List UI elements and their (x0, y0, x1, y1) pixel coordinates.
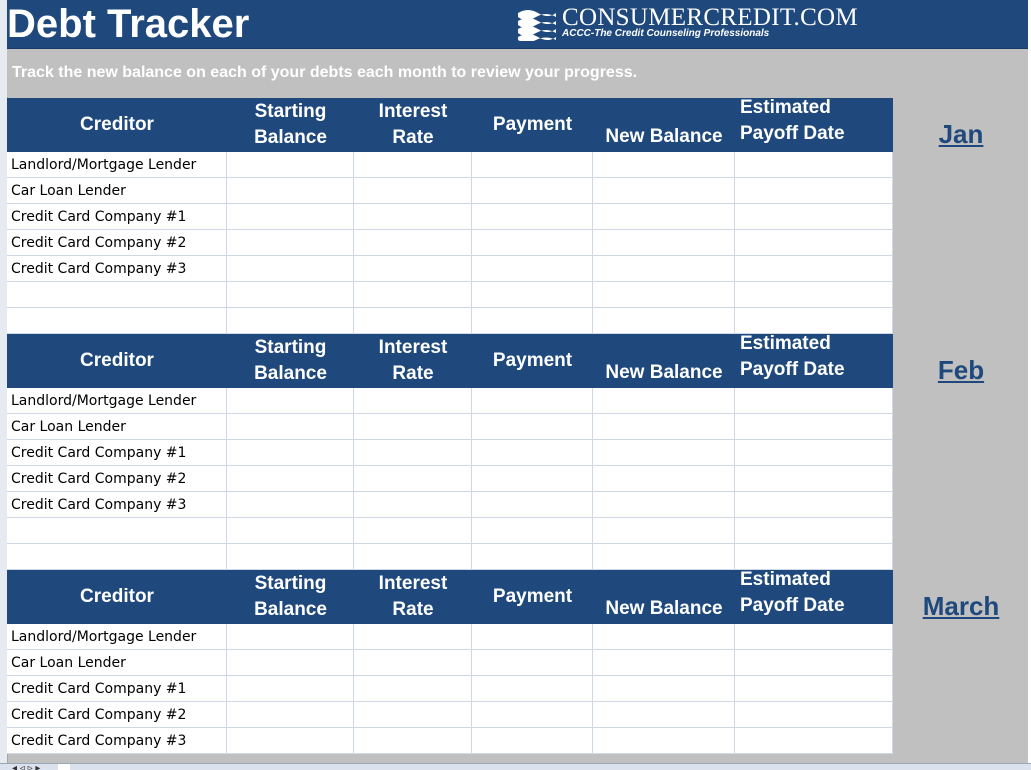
header-text: Creditor (80, 350, 154, 371)
column-header-starting[interactable] (227, 98, 354, 152)
header-line: Balance (254, 363, 327, 384)
header-line: Interest (378, 573, 448, 594)
table-header (7, 334, 893, 388)
header-line: Payoff Date (740, 359, 845, 380)
value-cell-payment[interactable] (472, 414, 593, 439)
month-link-jan[interactable]: Jan (938, 119, 984, 149)
value-cell-interest[interactable] (354, 308, 472, 333)
tab-sheet1[interactable] (58, 764, 70, 770)
header-line: Payoff Date (740, 595, 845, 616)
creditor-cell[interactable]: Credit Card Company #3 (7, 728, 227, 753)
header-line: Rate (392, 363, 434, 384)
value-cell-new-balance[interactable] (593, 702, 735, 727)
value-cell-starting[interactable] (227, 466, 354, 491)
column-header-interest[interactable] (354, 334, 472, 388)
value-cell-payment[interactable] (472, 728, 593, 753)
value-cell-starting[interactable] (227, 702, 354, 727)
value-cell-new-balance[interactable] (593, 440, 735, 465)
table-body (7, 152, 893, 334)
creditor-cell[interactable]: Credit Card Company #3 (7, 256, 227, 281)
value-cell-interest[interactable] (354, 152, 472, 177)
value-cell-new-balance[interactable] (593, 492, 735, 517)
header-line: Payoff Date (740, 123, 845, 144)
creditor-cell[interactable]: Credit Card Company #2 (7, 702, 227, 727)
table-row (7, 728, 893, 754)
value-cell-starting[interactable] (227, 676, 354, 701)
table-row (7, 414, 893, 440)
header-line: Starting (254, 101, 327, 122)
value-cell-new-balance[interactable] (593, 544, 735, 569)
value-cell-payoff[interactable] (735, 702, 893, 727)
value-cell-payoff[interactable] (735, 204, 893, 229)
value-cell-interest[interactable] (354, 518, 472, 543)
value-cell-interest[interactable] (354, 650, 472, 675)
value-cell-new-balance[interactable] (593, 230, 735, 255)
value-cell-starting[interactable] (227, 256, 354, 281)
creditor-cell[interactable]: Credit Card Company #2 (7, 230, 227, 255)
value-cell-payoff[interactable] (735, 388, 893, 413)
value-cell-payment[interactable] (472, 492, 593, 517)
creditor-cell[interactable]: Credit Card Company #1 (7, 676, 227, 701)
value-cell-payment[interactable] (472, 466, 593, 491)
value-cell-payment[interactable] (472, 440, 593, 465)
header-line: Rate (392, 127, 434, 148)
value-cell-interest[interactable] (354, 624, 472, 649)
value-cell-payment[interactable] (472, 518, 593, 543)
value-cell-payment[interactable] (472, 308, 593, 333)
table-row (7, 676, 893, 702)
value-cell-payment[interactable] (472, 282, 593, 307)
value-cell-payoff[interactable] (735, 414, 893, 439)
value-cell-interest[interactable] (354, 676, 472, 701)
value-cell-interest[interactable] (354, 204, 472, 229)
column-header-starting[interactable] (227, 570, 354, 624)
value-cell-new-balance[interactable] (593, 204, 735, 229)
value-cell-payment[interactable] (472, 650, 593, 675)
column-header-creditor[interactable] (7, 334, 227, 388)
table-body (7, 624, 893, 754)
value-cell-interest[interactable] (354, 466, 472, 491)
header-line: Interest (378, 337, 448, 358)
table-row (7, 702, 893, 728)
creditor-cell[interactable]: Car Loan Lender (7, 178, 227, 203)
table-row (7, 650, 893, 676)
header-text: Payment (492, 114, 573, 135)
table-row (7, 440, 893, 466)
column-header-payment[interactable] (472, 570, 593, 624)
value-cell-new-balance[interactable] (593, 388, 735, 413)
value-cell-payment[interactable] (472, 702, 593, 727)
value-cell-starting[interactable] (227, 728, 354, 753)
value-cell-payoff[interactable] (735, 256, 893, 281)
header-line: Starting (254, 337, 327, 358)
table-row (7, 152, 893, 178)
value-cell-starting[interactable] (227, 650, 354, 675)
month-link-march[interactable]: March (922, 591, 1000, 621)
subtitle: Track the new balance on each of your debts each month to review your progress. (12, 64, 638, 81)
creditor-cell[interactable]: Landlord/Mortgage Lender (7, 624, 227, 649)
column-header-new-balance[interactable] (593, 334, 735, 388)
header-text: New Balance (605, 598, 723, 619)
header-line: Estimated (740, 97, 831, 118)
value-cell-interest[interactable] (354, 256, 472, 281)
value-cell-interest[interactable] (354, 230, 472, 255)
value-cell-new-balance[interactable] (593, 282, 735, 307)
table-row (7, 230, 893, 256)
header-line: Interest (378, 101, 448, 122)
creditor-cell[interactable] (7, 544, 227, 569)
column-header-payment[interactable] (472, 334, 593, 388)
logo (516, 6, 856, 42)
value-cell-starting[interactable] (227, 518, 354, 543)
value-cell-payoff[interactable] (735, 440, 893, 465)
column-header-starting[interactable] (227, 334, 354, 388)
value-cell-payment[interactable] (472, 178, 593, 203)
column-header-creditor[interactable] (7, 98, 227, 152)
creditor-cell[interactable]: Landlord/Mortgage Lender (7, 152, 227, 177)
table-row (7, 388, 893, 414)
header-text: Creditor (80, 586, 154, 607)
value-cell-new-balance[interactable] (593, 676, 735, 701)
creditor-cell[interactable]: Credit Card Company #1 (7, 204, 227, 229)
column-header-new-balance[interactable] (593, 98, 735, 152)
value-cell-starting[interactable] (227, 492, 354, 517)
value-cell-payoff[interactable] (735, 650, 893, 675)
value-cell-starting[interactable] (227, 152, 354, 177)
logo-name: CONSUMERCREDIT.COM (562, 4, 858, 31)
value-cell-starting[interactable] (227, 230, 354, 255)
header-line: Balance (254, 599, 327, 620)
tab-sheet3[interactable] (200, 764, 212, 770)
value-cell-starting[interactable] (227, 544, 354, 569)
value-cell-starting[interactable] (227, 414, 354, 439)
value-cell-new-balance[interactable] (593, 152, 735, 177)
value-cell-new-balance[interactable] (593, 650, 735, 675)
month-link-feb[interactable]: Feb (937, 355, 985, 385)
value-cell-new-balance[interactable] (593, 728, 735, 753)
column-header-payoff[interactable] (735, 566, 898, 620)
value-cell-payoff[interactable] (735, 518, 893, 543)
header-line: Rate (392, 599, 434, 620)
value-cell-starting[interactable] (227, 282, 354, 307)
table-row (7, 256, 893, 282)
value-cell-payoff[interactable] (735, 152, 893, 177)
value-cell-payment[interactable] (472, 624, 593, 649)
value-cell-payoff[interactable] (735, 178, 893, 203)
creditor-cell[interactable]: Credit Card Company #1 (7, 440, 227, 465)
logo-tagline: ACCC-The Credit Counseling Professionals (562, 28, 770, 39)
value-cell-starting[interactable] (227, 388, 354, 413)
value-cell-interest[interactable] (354, 414, 472, 439)
creditor-cell[interactable] (7, 518, 227, 543)
column-header-new-balance[interactable] (593, 570, 735, 624)
column-header-payment[interactable] (472, 98, 593, 152)
tab-nav-arrows[interactable]: ◂ ◃ ▹ ▸ (12, 763, 41, 770)
value-cell-interest[interactable] (354, 388, 472, 413)
table-body (7, 388, 893, 570)
table-header (7, 570, 893, 624)
value-cell-interest[interactable] (354, 728, 472, 753)
value-cell-starting[interactable] (227, 204, 354, 229)
value-cell-payment[interactable] (472, 676, 593, 701)
value-cell-payment[interactable] (472, 256, 593, 281)
value-cell-payment[interactable] (472, 388, 593, 413)
value-cell-payoff[interactable] (735, 676, 893, 701)
value-cell-payoff[interactable] (735, 282, 893, 307)
header-line: Starting (254, 573, 327, 594)
value-cell-payment[interactable] (472, 230, 593, 255)
value-cell-new-balance[interactable] (593, 624, 735, 649)
header-line: Estimated (740, 569, 831, 590)
header-text: New Balance (605, 362, 723, 383)
value-cell-payoff[interactable] (735, 230, 893, 255)
creditor-cell[interactable]: Landlord/Mortgage Lender (7, 388, 227, 413)
tab-sheet2[interactable] (132, 764, 144, 770)
creditor-cell[interactable] (7, 308, 227, 333)
column-header-payoff[interactable] (735, 94, 898, 148)
table-row (7, 466, 893, 492)
table-row (7, 518, 893, 544)
value-cell-new-balance[interactable] (593, 308, 735, 333)
value-cell-starting[interactable] (227, 178, 354, 203)
value-cell-payoff[interactable] (735, 728, 893, 753)
value-cell-interest[interactable] (354, 282, 472, 307)
flag-waves-icon (516, 7, 556, 41)
header-text: Payment (492, 586, 573, 607)
table-header (7, 98, 893, 152)
value-cell-new-balance[interactable] (593, 256, 735, 281)
header-text: Payment (492, 350, 573, 371)
value-cell-new-balance[interactable] (593, 518, 735, 543)
column-header-interest[interactable] (354, 98, 472, 152)
table-row (7, 492, 893, 518)
value-cell-new-balance[interactable] (593, 466, 735, 491)
value-cell-interest[interactable] (354, 492, 472, 517)
column-header-creditor[interactable] (7, 570, 227, 624)
table-row (7, 204, 893, 230)
value-cell-interest[interactable] (354, 440, 472, 465)
header-line: Balance (254, 127, 327, 148)
value-cell-payment[interactable] (472, 152, 593, 177)
value-cell-interest[interactable] (354, 178, 472, 203)
value-cell-starting[interactable] (227, 440, 354, 465)
value-cell-new-balance[interactable] (593, 178, 735, 203)
header-text: New Balance (605, 126, 723, 147)
value-cell-new-balance[interactable] (593, 414, 735, 439)
value-cell-payment[interactable] (472, 544, 593, 569)
column-header-payoff[interactable] (735, 330, 898, 384)
creditor-cell[interactable]: Credit Card Company #3 (7, 492, 227, 517)
value-cell-interest[interactable] (354, 702, 472, 727)
value-cell-interest[interactable] (354, 544, 472, 569)
creditor-cell[interactable]: Car Loan Lender (7, 650, 227, 675)
header-line: Estimated (740, 333, 831, 354)
value-cell-payoff[interactable] (735, 624, 893, 649)
value-cell-payoff[interactable] (735, 492, 893, 517)
creditor-cell[interactable] (7, 282, 227, 307)
column-header-interest[interactable] (354, 570, 472, 624)
table-row (7, 282, 893, 308)
header-text: Creditor (80, 114, 154, 135)
value-cell-starting[interactable] (227, 308, 354, 333)
creditor-cell[interactable]: Credit Card Company #2 (7, 466, 227, 491)
value-cell-payoff[interactable] (735, 466, 893, 491)
value-cell-payment[interactable] (472, 204, 593, 229)
page-title: Debt Tracker (7, 2, 250, 46)
table-row (7, 178, 893, 204)
value-cell-starting[interactable] (227, 624, 354, 649)
table-row (7, 624, 893, 650)
creditor-cell[interactable]: Car Loan Lender (7, 414, 227, 439)
